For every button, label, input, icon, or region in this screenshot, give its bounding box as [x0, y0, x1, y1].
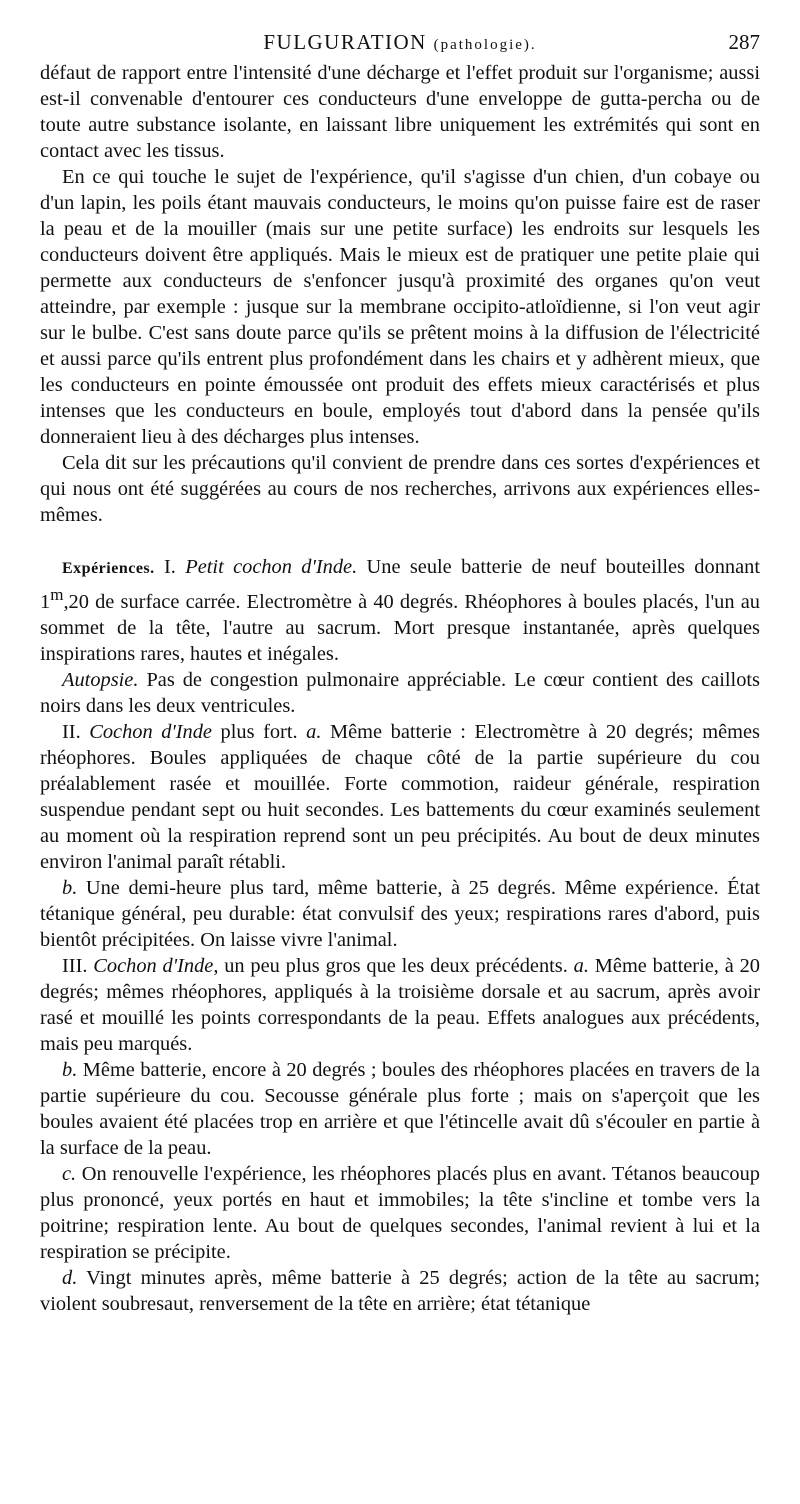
experiment-title: Cochon d'Inde — [89, 720, 212, 743]
section-gap — [40, 528, 760, 554]
sub-experiment-letter: d. — [62, 1266, 78, 1289]
paragraph-1: défaut de rapport entre l'intensité d'une décharge et l'effet produit sur l'organisme; aussi est-il convenable d'entourer ces conducteurs d'une enveloppe de gutta-percha ou de toute autre substance isolante, en laissant libre uniquement les extrémités qui sont en contact avec les tissus. — [40, 62, 760, 162]
paragraph-autopsie — [40, 667, 760, 719]
paragraph-experience-1 — [40, 554, 760, 667]
experiences-label: Expériences. — [62, 560, 155, 577]
page-body — [40, 60, 760, 1317]
unit-superscript: m — [50, 585, 64, 604]
experiment-text: Même batterie, à 20 degrés; mêmes rhéophores, appliqués à la troisième dorsale et au sacrum, après avoir rasé et mouillé les points correspondants de la peau. Effets analogues aux précédents, mais peu marqués. — [40, 954, 760, 1055]
paragraph-experience-3 — [40, 953, 760, 1057]
autopsie-title: Autopsie. — [62, 668, 139, 691]
running-header — [40, 28, 760, 60]
experiment-number: I. — [164, 556, 176, 578]
experiment-title: Cochon d'Inde — [93, 954, 214, 977]
paragraph-experience-3d — [40, 1265, 760, 1317]
sub-experiment-letter: a. — [573, 954, 589, 977]
paragraph-3: Cela dit sur les précautions qu'il convient de prendre dans ces sortes d'expériences et qui nous ont été suggérées au cours de nos recherches, arrivons aux expériences elles-mêmes. — [40, 452, 760, 526]
experiment-text: Même batterie : Electromètre à 20 degrés; mêmes rhéophores. Boules appliquées de chaque côté de la partie supérieure du cou préalablement rasée et mouillée. Forte commotion, raideur générale, respiration suspendue pendant sept ou huit secondes. Les battements du cœur examinés seulement au moment où la respiration reprend sont un peu précipités. Au bout de deux minutes environ l'animal paraît rétabli. — [40, 720, 760, 873]
paragraph-experience-2 — [40, 719, 760, 875]
experiment-number: III. — [62, 954, 88, 977]
experiment-text-pre: Une seule batterie de neuf bouteilles donnant 1 — [40, 556, 760, 613]
page-number: 287 — [728, 30, 760, 54]
paragraph-experience-3c — [40, 1161, 760, 1265]
experiment-text: On renouvelle l'expérience, les rhéophores placés plus en avant. Tétanos beaucoup plus prononcé, yeux portés en haut et immobiles; la tête s'incline et tombe vers la poitrine; respiration lente. Au bout de quelques secondes, l'animal revient à lui et la respiration se précipite. — [40, 1162, 760, 1263]
experiment-text-post: ,20 de surface carrée. Electromètre à 40 degrés. Rhéophores à boules placés, l'un au sommet de la tête, l'autre au sacrum. Mort presque instantanée, après quelques inspirations rares, hautes et inégales. — [40, 590, 760, 665]
experiment-subtitle: plus fort. — [220, 720, 298, 743]
sub-experiment-letter: c. — [62, 1162, 77, 1185]
paragraph-2: En ce qui touche le sujet de l'expérience, qu'il s'agisse d'un chien, d'un cobaye ou d'un lapin, les poils étant mauvais conducteurs, le moins qu'on puisse faire est de raser la peau et de la mouiller (mais sur une petite surface) les endroits sur lesquels les conducteurs doivent être appliqués. Mais le mieux est de pratiquer une petite plaie qui permette aux conducteurs de s'enfoncer jusqu'à proximité des organes qu'on veut atteindre, par exemple : jusque sur la membrane occipito-atloïdienne, si l'on veut agir sur le bulbe. C'est sans doute parce qu'ils se prêtent moins à la diffusion de l'électricité et aussi parce qu'ils entrent plus profondément dans les chairs et y adhèrent mieux, que les conducteurs en pointe émoussée ont produit des effets mieux caractérisés et plus intenses que les conducteurs en boule, employés tout d'abord dans la pensée qu'ils donneraient lieu à des décharges plus intenses. — [40, 166, 760, 448]
running-title-subtitle: (pathologie). — [433, 37, 537, 53]
experiment-subtitle: , un peu plus gros que les deux précédents. — [213, 954, 568, 977]
sub-experiment-letter: b. — [62, 876, 78, 899]
paragraph-experience-2b — [40, 875, 760, 953]
running-title-main: FULGURATION — [263, 30, 427, 54]
experiment-text: Même batterie, encore à 20 degrés ; boules des rhéophores placées en travers de la partie supérieure du cou. Secousse générale plus forte ; mais on s'aperçoit que les boules avaient été placées trop en arrière et que l'étincelle avait dû s'écouler en partie à la surface de la peau. — [40, 1058, 760, 1159]
experiment-text: Une demi-heure plus tard, même batterie, à 25 degrés. Même expérience. État tétanique général, peu durable: état convulsif des yeux; respirations rares d'abord, puis bientôt précipitées. On laisse vivre l'animal. — [40, 876, 760, 951]
paragraph-experience-3b — [40, 1057, 760, 1161]
sub-experiment-letter: b. — [62, 1058, 78, 1081]
experiment-title: Petit cochon d'Inde. — [185, 556, 358, 578]
experiment-number: II. — [62, 720, 81, 743]
running-title — [40, 30, 760, 55]
experiment-text: Vingt minutes après, même batterie à 25 degrés; action de la tête au sacrum; violent soubresaut, renversement de la tête en arrière; état tétanique — [40, 1266, 760, 1315]
autopsie-text: Pas de congestion pulmonaire appréciable. Le cœur contient des caillots noirs dans les deux ventricules. — [40, 668, 760, 717]
sub-experiment-letter: a. — [306, 720, 322, 743]
